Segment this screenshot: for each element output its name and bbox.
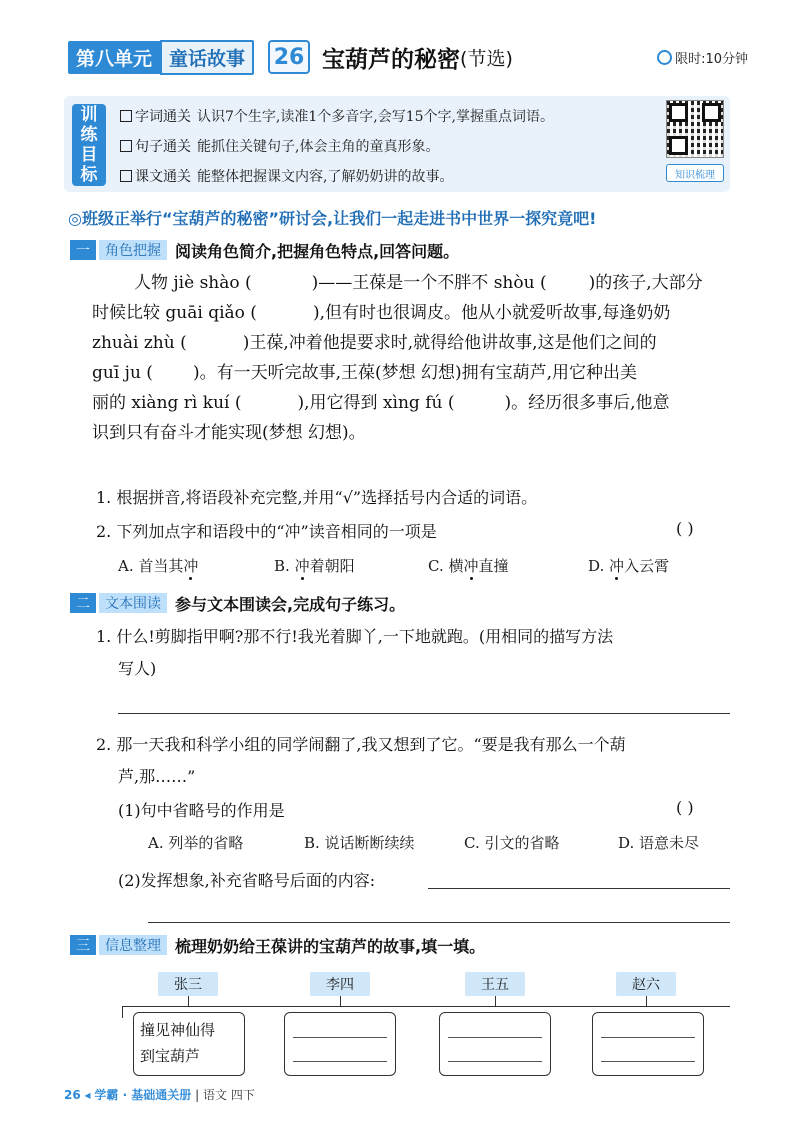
connector-line bbox=[122, 1006, 123, 1018]
character-paragraph bbox=[92, 268, 742, 448]
section-tag: 信息整理 bbox=[99, 935, 167, 955]
unit-label: 第八单元 bbox=[68, 41, 160, 74]
time-limit-text: 限时:10分钟 bbox=[675, 52, 748, 67]
checkbox-icon[interactable] bbox=[120, 140, 132, 152]
goals-tag-char: 训 bbox=[80, 105, 98, 125]
para-text: 人物 jiè shào ( bbox=[134, 273, 252, 293]
subject-label: 语文 四下 bbox=[203, 1088, 255, 1102]
page-footer: 26 ◂ 学霸 · 基础通关册 | 语文 四下 bbox=[64, 1088, 255, 1102]
answer-line[interactable] bbox=[428, 888, 730, 889]
answer-line[interactable] bbox=[118, 713, 730, 714]
section-tag: 文本围读 bbox=[99, 593, 167, 613]
para-text: 识到只有奋斗才能实现(梦想 幻想)。 bbox=[92, 423, 366, 443]
name-tag: 李四 bbox=[310, 972, 370, 996]
para-text: ),但有时也很调皮。他从小就爱听故事,每逢奶奶 bbox=[312, 303, 671, 323]
para-text: )王葆,冲着他提要求时,就得给他讲故事,这是他们之间的 bbox=[242, 333, 657, 353]
section-number: 一 bbox=[70, 240, 96, 260]
book-title: 学霸 · 基础通关册 bbox=[94, 1088, 192, 1102]
goals-tag-char: 目 bbox=[80, 145, 98, 165]
goal-label: 句子通关 bbox=[135, 139, 191, 155]
question-2-1-cont: 写人) bbox=[118, 659, 157, 678]
connector-line bbox=[646, 996, 647, 1006]
question-1-2: 2. 下列加点字和语段中的“冲”读音相同的一项是 bbox=[96, 522, 437, 541]
card-text: 撞见神仙得 bbox=[140, 1021, 216, 1039]
goal-item-sentences bbox=[120, 136, 439, 156]
para-text: )的孩子,大部分 bbox=[588, 273, 703, 293]
checkbox-icon[interactable] bbox=[120, 110, 132, 122]
lesson-subtitle: (节选) bbox=[460, 47, 513, 70]
connector-line bbox=[188, 996, 189, 1006]
option-c[interactable]: C. 引文的省略 bbox=[464, 834, 560, 852]
section-title: 梳理奶奶给王葆讲的宝葫芦的故事,填一填。 bbox=[175, 936, 486, 956]
page-number: 26 bbox=[64, 1088, 81, 1102]
section-1-header bbox=[70, 239, 459, 261]
option-d[interactable]: D. 冲入云霄 bbox=[588, 557, 670, 575]
option-c[interactable]: C. 横冲直撞 bbox=[428, 557, 509, 575]
name-tag: 赵六 bbox=[616, 972, 676, 996]
goal-text: 能整体把握课文内容,了解奶奶讲的故事。 bbox=[197, 169, 454, 185]
story-card-4[interactable] bbox=[592, 1012, 704, 1076]
connector-line bbox=[495, 996, 496, 1006]
section-number: 二 bbox=[70, 593, 96, 613]
intro-line: ◎班级正举行“宝葫芦的秘密”研讨会,让我们一起走进书中世界一探究竟吧! bbox=[68, 209, 597, 228]
option-b[interactable]: B. 冲着朝阳 bbox=[274, 557, 355, 575]
answer-line[interactable] bbox=[148, 922, 730, 923]
answer-paren[interactable]: ( ) bbox=[676, 519, 694, 538]
question-2-2: 2. 那一天我和科学小组的同学闹翻了,我又想到了它。“要是我有那么一个葫 bbox=[96, 735, 626, 754]
option-a[interactable]: A. 列举的省略 bbox=[148, 834, 244, 852]
para-text: )。经历很多事后,他意 bbox=[504, 393, 670, 413]
sub-question-1: (1)句中省略号的作用是 bbox=[118, 801, 285, 820]
question-2-2-cont: 芦,那……” bbox=[118, 767, 196, 786]
qr-code-icon[interactable] bbox=[666, 100, 724, 158]
question-2-1: 1. 什么!剪脚指甲啊?那不行!我光着脚丫,一下地就跑。(用相同的描写方法 bbox=[96, 627, 614, 646]
story-card-3[interactable] bbox=[439, 1012, 551, 1076]
lesson-title: 宝葫芦的秘密 bbox=[322, 46, 461, 73]
goal-label: 课文通关 bbox=[135, 169, 191, 185]
card-text: 到宝葫芦 bbox=[140, 1047, 201, 1065]
goal-text: 认识7个生字,读准1个多音字,会写15个字,掌握重点词语。 bbox=[197, 109, 554, 125]
sub-question-1-options bbox=[148, 832, 748, 856]
qr-label: 知识梳理 bbox=[666, 164, 724, 182]
para-text: )——王葆是一个不胖不 shòu ( bbox=[311, 273, 547, 293]
question-1-2-options bbox=[118, 555, 738, 579]
training-goals-tag bbox=[72, 104, 106, 186]
section-tag: 角色把握 bbox=[99, 240, 167, 260]
name-tag: 张三 bbox=[158, 972, 218, 996]
lesson-header bbox=[68, 40, 513, 74]
option-d[interactable]: D. 语意未尽 bbox=[618, 834, 700, 852]
para-text: guī ju ( bbox=[92, 363, 153, 383]
goal-label: 字词通关 bbox=[135, 109, 191, 125]
checkbox-icon[interactable] bbox=[120, 170, 132, 182]
goal-item-words bbox=[120, 106, 554, 126]
story-card-1 bbox=[133, 1012, 245, 1076]
para-text: ),用它得到 xìng fú ( bbox=[297, 393, 455, 413]
section-title: 参与文本围读会,完成句子练习。 bbox=[175, 594, 406, 614]
story-card-2[interactable] bbox=[284, 1012, 396, 1076]
clock-icon bbox=[657, 50, 672, 65]
goals-tag-char: 标 bbox=[80, 165, 98, 185]
section-title: 阅读角色简介,把握角色特点,回答问题。 bbox=[175, 241, 460, 261]
lesson-number: 26 bbox=[268, 40, 310, 74]
question-1-1: 1. 根据拼音,将语段补充完整,并用“√”选择括号内合适的词语。 bbox=[96, 488, 538, 507]
option-b[interactable]: B. 说话断断续续 bbox=[304, 834, 415, 852]
goals-tag-char: 练 bbox=[80, 125, 98, 145]
para-text: 丽的 xiàng rì kuí ( bbox=[92, 393, 242, 413]
para-text: )。有一天听完故事,王葆(梦想 幻想)拥有宝葫芦,用它种出美 bbox=[192, 363, 638, 383]
section-2-header bbox=[70, 592, 405, 614]
timeline-line bbox=[122, 1006, 730, 1007]
section-number: 三 bbox=[70, 935, 96, 955]
goal-item-text bbox=[120, 166, 453, 186]
option-a[interactable]: A. 首当其冲 bbox=[118, 557, 199, 575]
para-text: zhuài zhù ( bbox=[92, 333, 187, 353]
genre-label: 童话故事 bbox=[160, 40, 254, 75]
answer-paren[interactable]: ( ) bbox=[676, 798, 694, 817]
sub-question-2: (2)发挥想象,补充省略号后面的内容: bbox=[118, 871, 376, 890]
para-text: 时候比较 guāi qiǎo ( bbox=[92, 303, 257, 323]
section-3-header bbox=[70, 934, 485, 956]
time-limit bbox=[657, 48, 748, 67]
goal-text: 能抓住关键句子,体会主角的童真形象。 bbox=[197, 139, 440, 155]
connector-line bbox=[340, 996, 341, 1006]
name-tag: 王五 bbox=[465, 972, 525, 996]
